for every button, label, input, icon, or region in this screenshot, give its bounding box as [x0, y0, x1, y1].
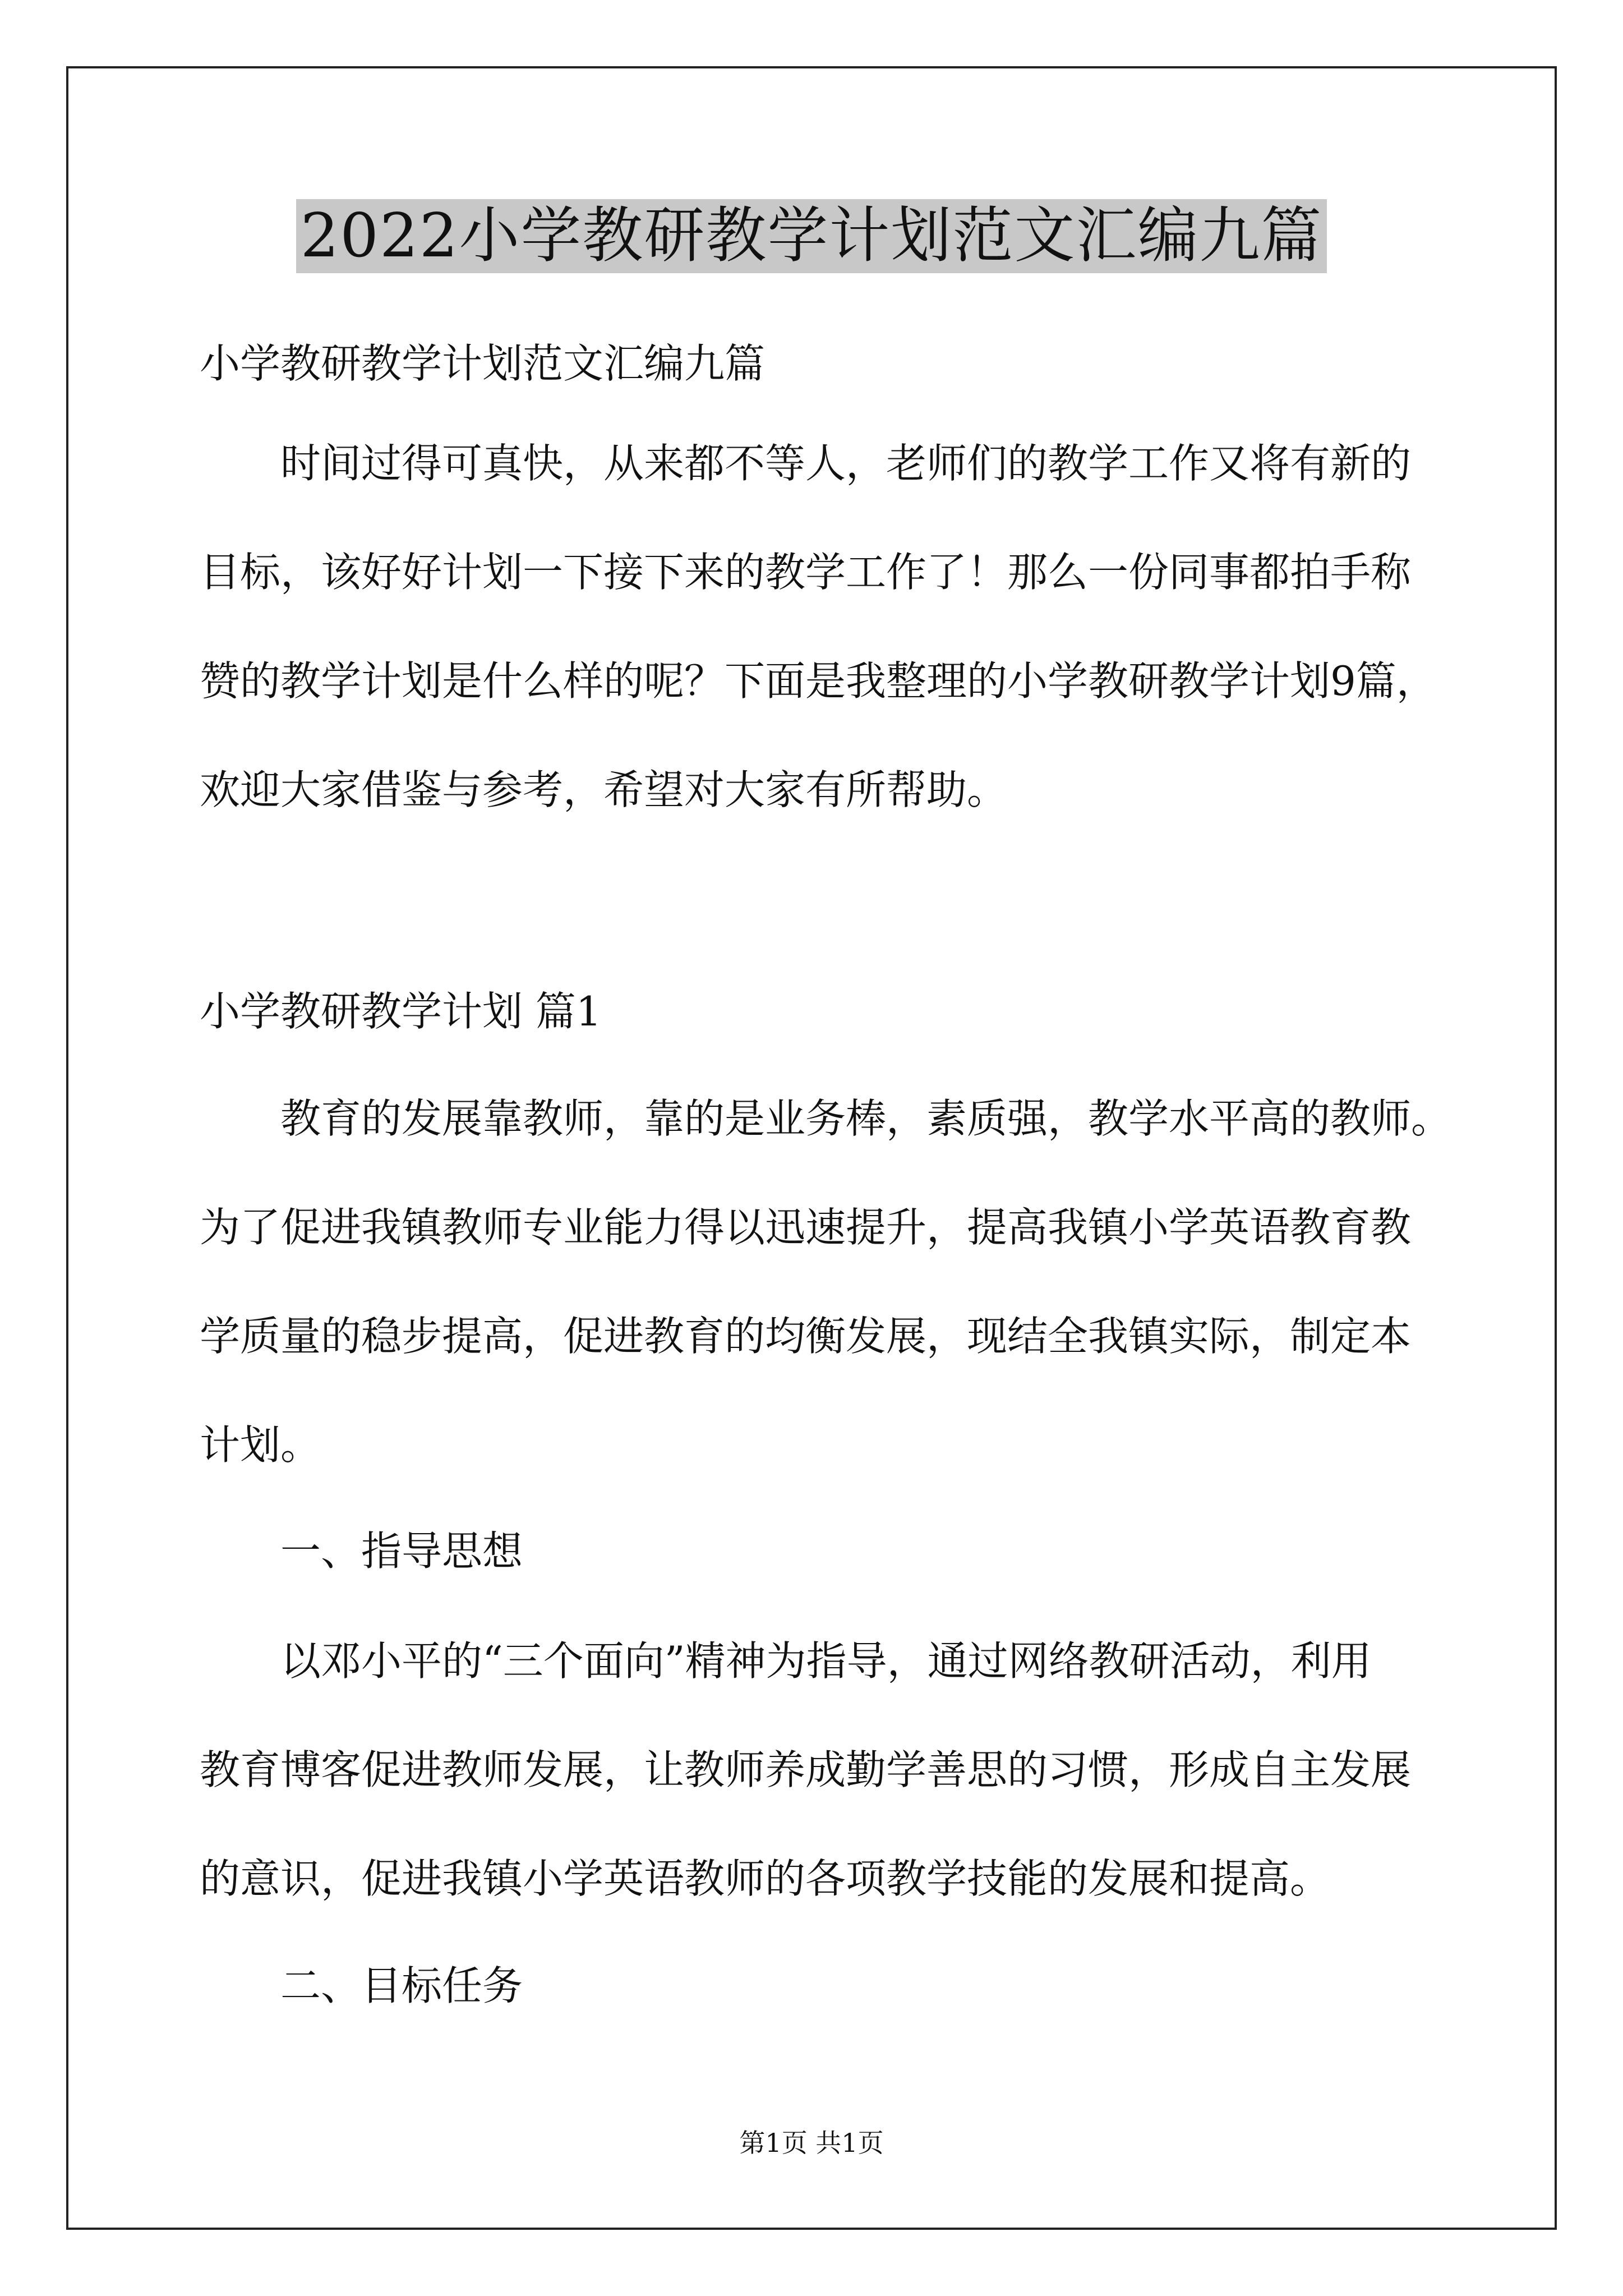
para2-line-2: 教育博客促进教师发展，让教师养成勤学善思的习惯，形成自主发展	[200, 1746, 1412, 1793]
page-footer: 第1页 共1页	[739, 2128, 884, 2158]
heading-goals: 二、目标任务	[280, 1962, 523, 2009]
para2-line-3: 的意识，促进我镇小学英语教师的各项教学技能的发展和提高。	[200, 1855, 1331, 1902]
para1-line-4: 计划。	[200, 1421, 321, 1469]
intro-line-4: 欢迎大家借鉴与参考，希望对大家有所帮助。	[200, 766, 1008, 813]
para2-line-1: 以邓小平的“三个面向”精神为指导，通过网络教研活动，利用	[280, 1637, 1372, 1685]
title-wrap	[0, 199, 1623, 273]
para1-line-3: 学质量的稳步提高，促进教育的均衡发展，现结全我镇实际，制定本	[200, 1313, 1412, 1360]
para1-line-2: 为了促进我镇教师专业能力得以迅速提升，提高我镇小学英语教育教	[200, 1204, 1412, 1251]
section-heading: 小学教研教学计划 篇1	[200, 988, 602, 1035]
document-subtitle: 小学教研教学计划范文汇编九篇	[200, 340, 766, 387]
intro-line-3: 赞的教学计划是什么样的呢？下面是我整理的小学教研教学计划9篇，	[200, 657, 1437, 705]
para1-line-1: 教育的发展靠教师，靠的是业务棒，素质强，教学水平高的教师。	[280, 1095, 1452, 1142]
intro-line-2: 目标，该好好计划一下接下来的教学工作了！那么一份同事都拍手称	[200, 549, 1412, 596]
intro-line-1: 时间过得可真快，从来都不等人，老师们的教学工作又将有新的	[280, 440, 1412, 487]
document-title: 2022小学教研教学计划范文汇编九篇	[296, 199, 1327, 273]
heading-guiding-ideology: 一、指导思想	[280, 1527, 523, 1575]
